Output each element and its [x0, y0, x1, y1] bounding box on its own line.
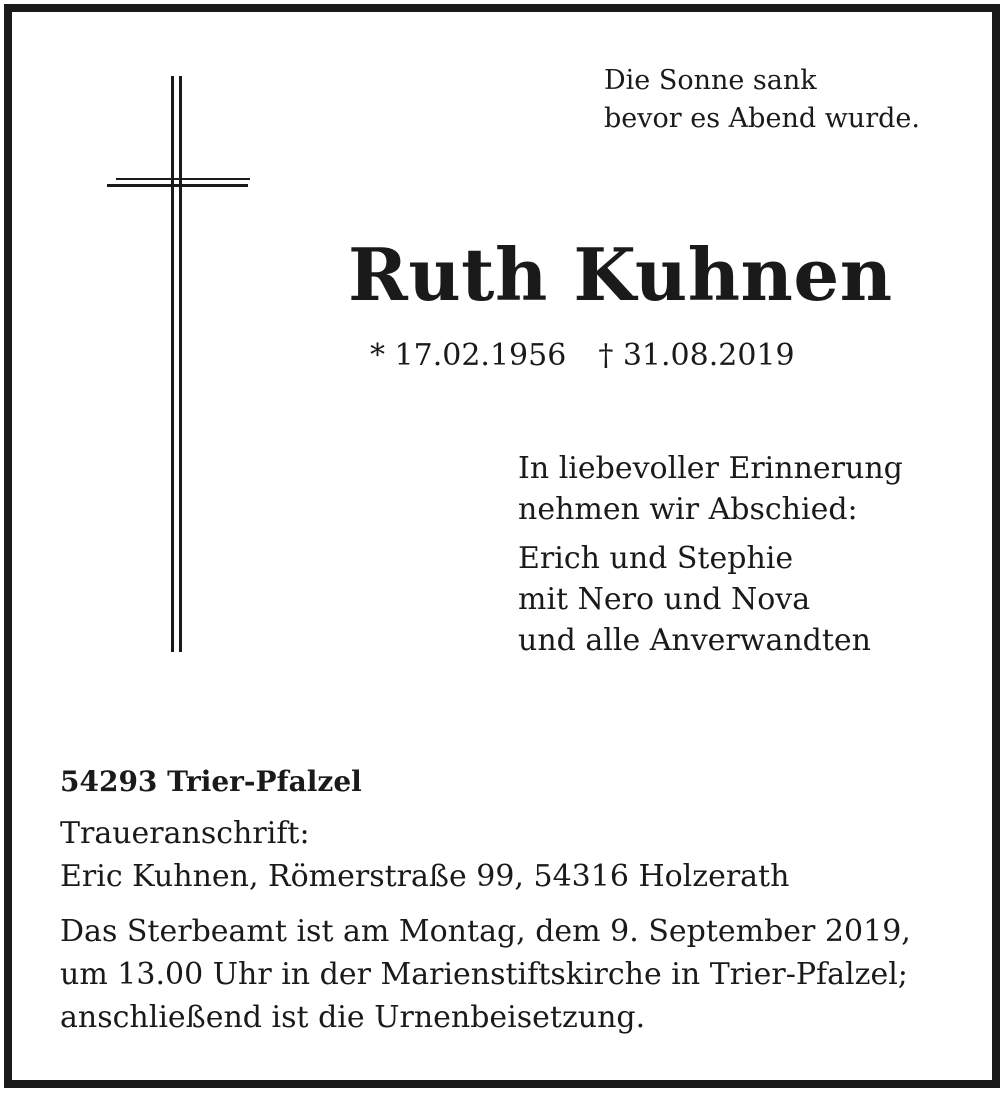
address-value: Eric Kuhnen, Römerstraße 99, 54316 Holzerath: [60, 859, 790, 894]
location-heading: 54293 Trier-Pfalzel: [60, 765, 362, 798]
mourner-name: und alle Anverwandten: [518, 623, 871, 658]
birth-date: * 17.02.1956: [370, 338, 567, 373]
farewell-intro: nehmen wir Abschied:: [518, 492, 858, 527]
quote-line: bevor es Abend wurde.: [604, 103, 920, 134]
mourning-address: [60, 812, 789, 898]
address-label: Traueranschrift:: [60, 816, 310, 851]
memorial-quote: [604, 62, 920, 138]
deceased-name: Ruth Kuhnen: [348, 232, 893, 317]
service-notice: [60, 910, 911, 1039]
cross-icon: [0, 0, 260, 660]
mourner-name: Erich und Stephie: [518, 541, 794, 576]
service-line: anschließend ist die Urnenbeisetzung.: [60, 1000, 646, 1035]
life-dates: [370, 334, 795, 378]
service-line: um 13.00 Uhr in der Marienstiftskirche in Trier-Pfalzel;: [60, 957, 908, 992]
mourner-name: mit Nero und Nova: [518, 582, 811, 617]
service-line: Das Sterbeamt ist am Montag, dem 9. September 2019,: [60, 914, 911, 949]
mourners-block: [518, 448, 903, 661]
quote-line: Die Sonne sank: [604, 65, 817, 96]
death-date: † 31.08.2019: [598, 338, 795, 373]
farewell-intro: In liebevoller Erinnerung: [518, 451, 903, 486]
